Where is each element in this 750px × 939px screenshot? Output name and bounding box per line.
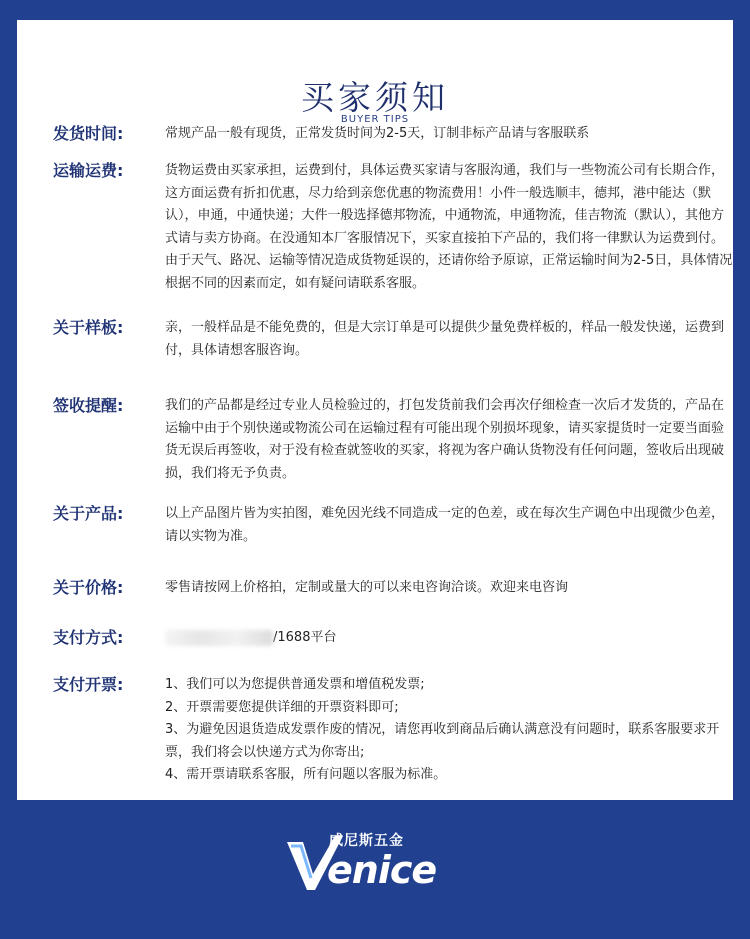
section-label: 发货时间: <box>53 124 124 143</box>
logo-english-name: enice <box>327 848 437 892</box>
list-item: 4、需开票请联系客服，所有问题以客服为标准。 <box>165 767 447 782</box>
page-subtitle: BUYER TIPS <box>340 114 410 125</box>
section-text: 常规产品一般有现货，正常发货时间为2-5天，订制非标产品请与客服联系 <box>165 126 590 141</box>
section-label: 运输运费: <box>53 161 124 180</box>
invoice-list <box>165 674 733 787</box>
section-text: 我们的产品都是经过专业人员检验过的，打包发货前我们会再次仔细检查一次后才发货的，产品在运输中由于个别快递或物流公司在运输过程有可能出现个别损坏现象，请买家提货时一定要当面验货无误后再签收，对于没有检查就签收的买家，将视为客户确认货物没有任何问题，签收后出现破损，我们将无予负责。 <box>165 398 725 481</box>
section-text: 零售请按网上价格拍，定制或量大的可以来电咨询洽谈。欢迎来电咨询 <box>165 580 569 595</box>
section-text: 以上产品图片皆为实拍图，难免因光线不同造成一定的色差，或在每次生产调色中出现微少色差，请以实物为准。 <box>165 506 725 544</box>
logo-chinese-name: 威尼斯五金 <box>329 833 404 849</box>
payment-platform: /1688平台 <box>273 630 337 645</box>
section-label: 关于价格: <box>53 578 124 597</box>
section-label: 支付开票: <box>53 675 124 694</box>
list-item: 1、我们可以为您提供普通发票和增值税发票; <box>165 677 425 692</box>
section-text: 货物运费由买家承担，运费到付，具体运费买家请与客服沟通，我们与一些物流公司有长期合作，这方面运费有折扣优惠，尽力给到亲您优惠的物流费用！小件一般选顺丰，德邦，港中能达（默认），申通，中通快递；大件一般选择德邦物流，中通物流，申通物流，佳吉物流（默认），其他方式请与卖方协商。在没通知本厂客服情况下，买家直接拍下产品的，我们将一律默认为运费到付。由于天气、路况、运输等情况造成货物延误的，还请你给予原谅，正常运输时间为2-5日，具体情况根据不同的因素而定，如有疑问请联系客服。 <box>165 163 733 291</box>
section-text <box>165 627 733 650</box>
section-label: 签收提醒: <box>53 396 124 415</box>
page-title: 买家须知 <box>301 78 449 117</box>
section-label: 关于产品: <box>53 504 124 523</box>
brand-logo <box>285 828 467 896</box>
list-item: 2、开票需要您提供详细的开票资料即可; <box>165 699 399 715</box>
section-label: 关于样板: <box>53 318 124 337</box>
section-text: 亲，一般样品是不能免费的，但是大宗订单是可以提供少量免费样板的，样品一般发快递，运费到付，具体请想客服咨询。 <box>165 320 725 358</box>
list-item: 3、为避免因退货造成发票作废的情况，请您再收到商品后确认满意没有问题时，联系客服要求开票，我们将会以快递方式为你寄出; <box>165 722 720 760</box>
blurred-text <box>165 630 273 646</box>
notice-card <box>17 20 733 800</box>
section-label: 支付方式: <box>53 628 124 647</box>
